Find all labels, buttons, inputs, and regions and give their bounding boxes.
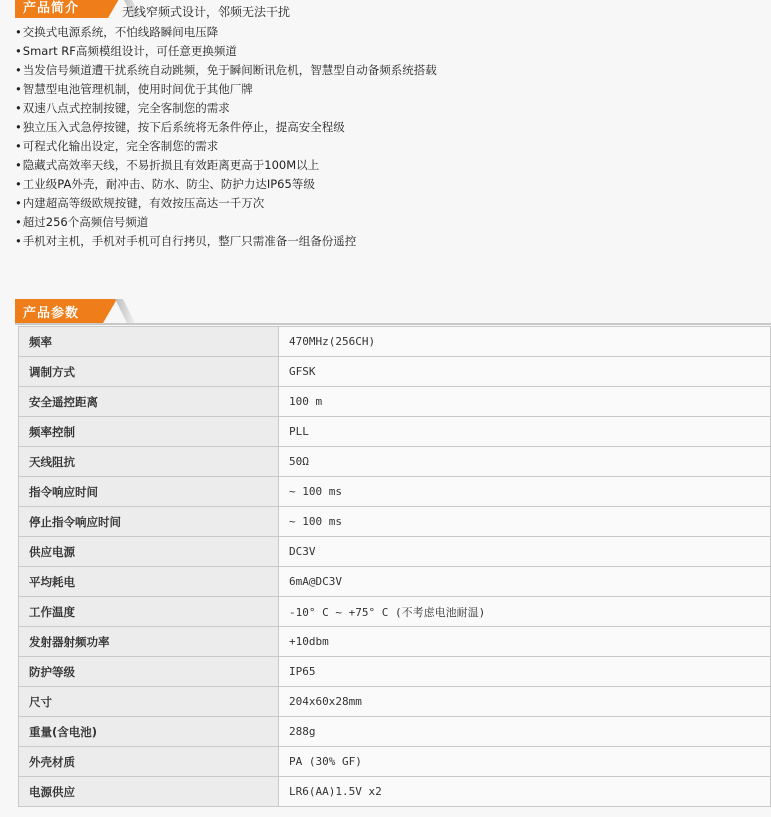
param-key: 尺寸 [19, 687, 279, 717]
feature-item: • 超过256个高频信号频道 [15, 213, 437, 232]
feature-item: • Smart RF高频模组设计，可任意更换频道 [15, 42, 437, 61]
param-key: 频率 [19, 327, 279, 357]
param-value: 50Ω [279, 447, 771, 477]
table-row [19, 627, 771, 657]
feature-item: • 当发信号频道遭干扰系统自动跳频，免于瞬间断讯危机，智慧型自动备频系统搭载 [15, 61, 437, 80]
feature-item: • 隐藏式高效率天线，不易折损且有效距离更高于100M以上 [15, 156, 437, 175]
feature-item: • 手机对主机，手机对手机可自行拷贝，整厂只需准备一组备份遥控 [15, 232, 437, 251]
param-key: 平均耗电 [19, 567, 279, 597]
param-value: 204x60x28mm [279, 687, 771, 717]
table-row [19, 777, 771, 807]
table-row [19, 597, 771, 627]
param-value: PLL [279, 417, 771, 447]
intro-first-line: 无线窄频式设计，邻频无法干扰 [122, 5, 291, 19]
table-row [19, 507, 771, 537]
param-value: IP65 [279, 657, 771, 687]
param-value: 6mA@DC3V [279, 567, 771, 597]
feature-item: • 可程式化输出设定，完全客制您的需求 [15, 137, 437, 156]
param-value: ~ 100 ms [279, 507, 771, 537]
feature-item: • 独立压入式急停按键，按下后系统将无条件停止，提高安全程级 [15, 118, 437, 137]
param-value: 288g [279, 717, 771, 747]
feature-item: • 交换式电源系统，不怕线路瞬间电压降 [15, 23, 437, 42]
table-row [19, 687, 771, 717]
table-row [19, 447, 771, 477]
param-key: 防护等级 [19, 657, 279, 687]
table-row [19, 657, 771, 687]
table-row [19, 747, 771, 777]
params-tab-label: 产品参数 [15, 299, 103, 323]
param-value: DC3V [279, 537, 771, 567]
param-key: 指令响应时间 [19, 477, 279, 507]
feature-list [15, 23, 437, 251]
table-row [19, 417, 771, 447]
intro-tab-label: 产品简介 [15, 0, 108, 18]
param-value: 470MHz(256CH) [279, 327, 771, 357]
params-table [18, 326, 771, 807]
param-key: 电源供应 [19, 777, 279, 807]
feature-item: • 双速八点式控制按键，完全客制您的需求 [15, 99, 437, 118]
param-key: 天线阻抗 [19, 447, 279, 477]
table-row [19, 387, 771, 417]
table-row [19, 477, 771, 507]
param-value: 100 m [279, 387, 771, 417]
table-row [19, 537, 771, 567]
intro-section-tab [15, 0, 108, 18]
param-key: 工作温度 [19, 597, 279, 627]
param-key: 安全遥控距离 [19, 387, 279, 417]
table-row [19, 327, 771, 357]
param-key: 调制方式 [19, 357, 279, 387]
param-key: 供应电源 [19, 537, 279, 567]
params-tab-decoration [115, 299, 135, 323]
param-value: LR6(AA)1.5V x2 [279, 777, 771, 807]
param-key: 停止指令响应时间 [19, 507, 279, 537]
feature-item: • 智慧型电池管理机制，使用时间优于其他厂牌 [15, 80, 437, 99]
param-value: +10dbm [279, 627, 771, 657]
param-key: 频率控制 [19, 417, 279, 447]
feature-item: • 内建超高等级欧规按键，有效按压高达一千万次 [15, 194, 437, 213]
param-value: ~ 100 ms [279, 477, 771, 507]
param-key: 外壳材质 [19, 747, 279, 777]
param-value: GFSK [279, 357, 771, 387]
params-divider [15, 323, 771, 325]
param-key: 发射器射频功率 [19, 627, 279, 657]
feature-item: • 工业级PA外壳，耐冲击、防水、防尘、防护力达IP65等级 [15, 175, 437, 194]
param-key: 重量(含电池) [19, 717, 279, 747]
param-value: PA (30% GF) [279, 747, 771, 777]
param-value: -10° C ~ +75° C (不考虑电池耐温) [279, 597, 771, 627]
table-row [19, 357, 771, 387]
table-row [19, 717, 771, 747]
table-row [19, 567, 771, 597]
params-section-tab [15, 299, 103, 323]
